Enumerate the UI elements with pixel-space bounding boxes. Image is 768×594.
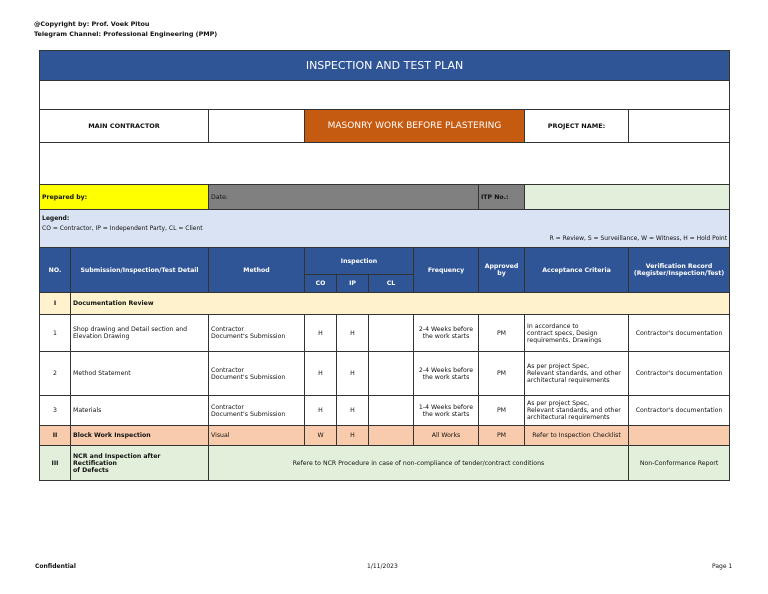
row-detail: Method Statement (71, 352, 209, 396)
row-frequency: 2-4 Weeks before the work starts (414, 315, 479, 352)
blank-row (40, 143, 730, 185)
col-acceptance: Acceptance Criteria (525, 248, 629, 293)
row-frequency: 1-4 Weeks before the work starts (414, 396, 479, 426)
col-method: Method (209, 248, 305, 293)
row-no: 3 (40, 396, 71, 426)
itp-no-label[interactable]: ITP No.: (479, 185, 525, 210)
form-title: INSPECTION AND TEST PLAN (40, 51, 730, 81)
footer-confidential: Confidential (35, 563, 76, 570)
row-frequency: 2-4 Weeks before the work starts (414, 352, 479, 396)
col-ip: IP (337, 275, 369, 293)
work-title: MASONRY WORK BEFORE PLASTERING (305, 110, 525, 143)
col-no: NO. (40, 248, 71, 293)
section-row (40, 293, 730, 315)
blank-row (40, 81, 730, 110)
col-cl: CL (369, 275, 414, 293)
section-no: III (40, 446, 71, 481)
row-cl (369, 315, 414, 352)
section-row (40, 426, 730, 446)
col-inspection: Inspection (305, 248, 414, 275)
row-acceptance: As per project Spec, Relevant standards, and other architectural requirements (525, 396, 629, 426)
row-approved: PM (479, 426, 525, 446)
row-verification (629, 426, 730, 446)
col-submission: Submission/Inspection/Test Detail (71, 248, 209, 293)
project-name-value[interactable] (629, 110, 730, 143)
footer-date: 1/11/2023 (367, 563, 398, 570)
row-acceptance: As per project Spec, Relevant standards, and other architectural requirements (525, 352, 629, 396)
main-contractor-value[interactable] (209, 110, 305, 143)
prepared-by-label[interactable]: Prepared by: (40, 185, 209, 210)
legend-title: Legend: (42, 214, 70, 222)
row-no: 2 (40, 352, 71, 396)
row-cl (369, 426, 414, 446)
section-title: Block Work Inspection (71, 426, 209, 446)
row-method: Contractor Document's Submission (209, 352, 305, 396)
row-acceptance: Refer to Inspection Checklist (525, 426, 629, 446)
row-co: H (305, 315, 337, 352)
row-acceptance: In accordance to contract specs, Design requirements, Drawings (525, 315, 629, 352)
main-contractor-label: MAIN CONTRACTOR (40, 110, 209, 143)
row-approved: PM (479, 315, 525, 352)
project-name-label: PROJECT NAME: (525, 110, 629, 143)
row-verification: Non-Conformance Report (629, 446, 730, 481)
row-co: H (305, 396, 337, 426)
col-co: CO (305, 275, 337, 293)
row-method: Visual (209, 426, 305, 446)
footer-page: Page 1 (712, 563, 733, 570)
row-ip: H (337, 315, 369, 352)
copyright-block (34, 19, 217, 39)
row-method: Contractor Document's Submission (209, 396, 305, 426)
row-co: H (305, 352, 337, 396)
row-verification: Contractor's documentation (629, 352, 730, 396)
row-approved: PM (479, 352, 525, 396)
table-row (40, 396, 730, 426)
row-detail: Materials (71, 396, 209, 426)
date-label[interactable]: Date: (209, 185, 479, 210)
row-co: W (305, 426, 337, 446)
telegram-line: Telegram Channel: Professional Engineering (PMP) (34, 30, 218, 38)
row-detail: Shop drawing and Detail section and Elevation Drawing (71, 315, 209, 352)
row-ip: H (337, 426, 369, 446)
row-ip: H (337, 352, 369, 396)
row-approved: PM (479, 396, 525, 426)
section-row (40, 446, 730, 481)
row-cl (369, 352, 414, 396)
itp-form (39, 50, 730, 481)
row-cl (369, 396, 414, 426)
row-verification: Contractor's documentation (629, 315, 730, 352)
section-no: I (40, 293, 71, 315)
col-frequency: Frequency (414, 248, 479, 293)
section-title: Documentation Review (71, 293, 730, 315)
row-ip: H (337, 396, 369, 426)
row-frequency: All Works (414, 426, 479, 446)
row-method: Contractor Document's Submission (209, 315, 305, 352)
itp-no-value[interactable] (525, 185, 730, 210)
legend-codes: R = Review, S = Surveillance, W = Witness, H = Hold Point (549, 234, 728, 242)
table-row (40, 315, 730, 352)
col-approved-by: Approved by (479, 248, 525, 293)
row-no: 1 (40, 315, 71, 352)
ncr-note: Refere to NCR Procedure in case of non-compliance of tender/contract conditions (209, 446, 629, 481)
copyright-line: @Copyright by: Prof. Voek Pitou (34, 20, 150, 28)
legend-parties: CO = Contractor, IP = Independent Party, CL = Client (42, 224, 203, 232)
section-no: II (40, 426, 71, 446)
col-verification: Verification Record (Register/Inspection/Test) (629, 248, 730, 293)
table-row (40, 352, 730, 396)
row-verification: Contractor's documentation (629, 396, 730, 426)
legend (40, 210, 730, 248)
section-title: NCR and Inspection after Rectification of Defects (71, 446, 209, 481)
